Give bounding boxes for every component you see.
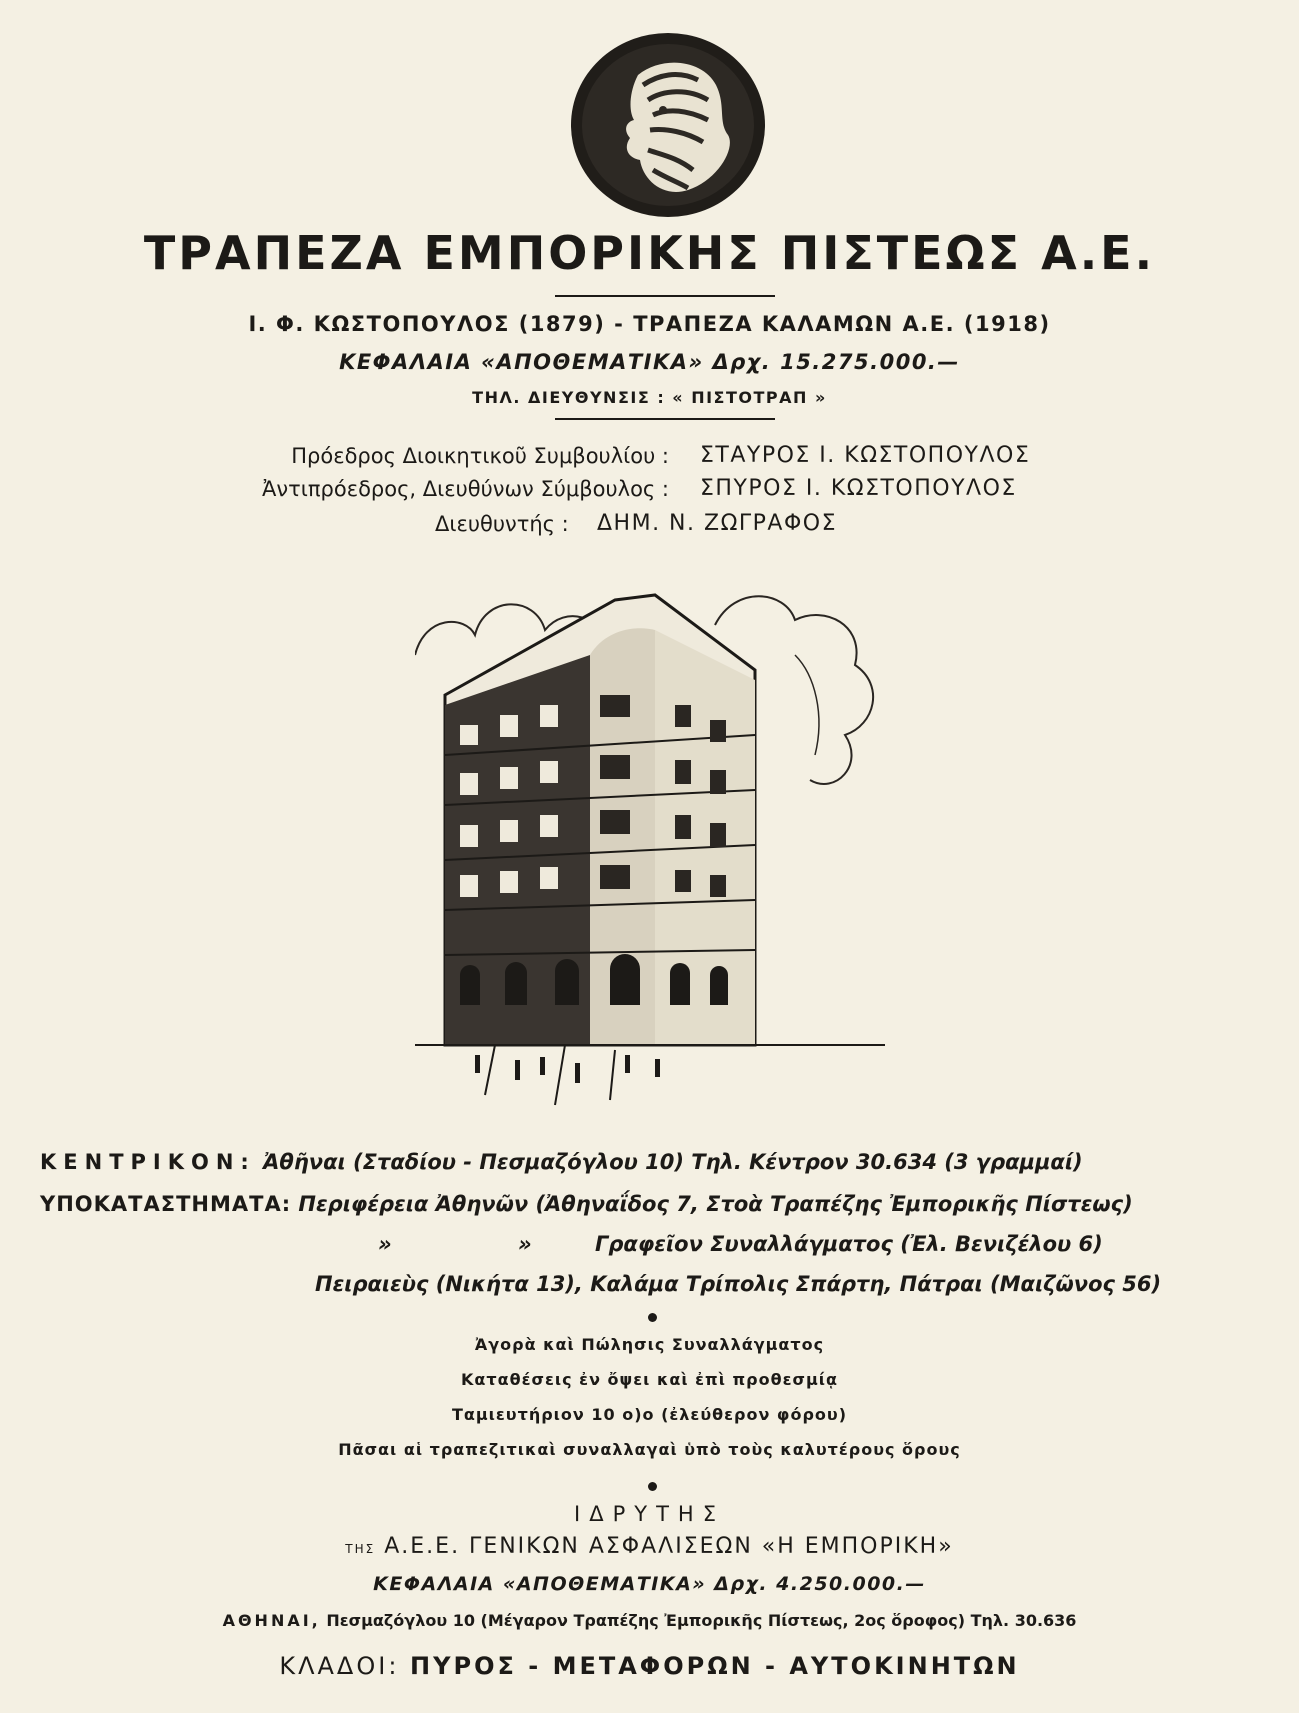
bank-capital: ΚΕΦΑΛΑΙΑ «ΑΠΟΘΕΜΑΤΙΚΑ» Δρχ. 15.275.000.— <box>339 350 960 374</box>
director-role: Πρόεδρος Διοικητικοῦ Συμβουλίου : <box>291 444 669 468</box>
address-label: ΑΘΗΝΑΙ, <box>222 1611 321 1630</box>
insurance-company <box>0 1534 1299 1559</box>
director-role: Ἀντιπρόεδρος, Διευθύνων Σύμβουλος : <box>262 477 669 501</box>
director-name: ΣΤΑΥΡΟΣ Ι. ΚΩΣΤΟΠΟΥΛΟΣ <box>700 443 1031 468</box>
branch-exchange-office: Γραφεῖον Συναλλάγματος (Ἐλ. Βενιζέλου 6) <box>595 1232 1103 1256</box>
company-prefix: ΤΗΣ <box>345 1542 376 1556</box>
divider <box>555 418 775 420</box>
service-item: Ταμιευτήριον 10 ο)ο (ἐλεύθερον φόρου) <box>451 1405 847 1424</box>
service-item: Πᾶσαι αἱ τραπεζιτικαὶ συναλλαγαὶ ὑπὸ τοὺς καλυτέρους ὅρους <box>338 1440 961 1459</box>
bank-building-illustration <box>415 575 885 1115</box>
director-role: Διευθυντής : <box>435 512 569 536</box>
director-name: ΣΠΥΡΟΣ Ι. ΚΩΣΤΟΠΟΥΛΟΣ <box>700 476 1017 501</box>
director-name: ΔΗΜ. Ν. ΖΩΓΡΑΦΟΣ <box>597 511 837 536</box>
ditto-mark: » <box>518 1232 532 1256</box>
insurance-address: Πεσμαζόγλου 10 (Μέγαρον Τραπέζης Ἐμπορικῆς Πίστεως, 2ος ὅροφος) Τηλ. 30.636 <box>326 1611 1077 1630</box>
divider <box>555 295 775 297</box>
telegraph-address: ΤΗΛ. ΔΙΕΥΘΥΝΣΙΣ : « ΠΙΣΤΟΤΡΑΠ » <box>472 388 827 407</box>
insurance-branches: ΠΥΡΟΣ - ΜΕΤΑΦΟΡΩΝ - ΑΥΤΟΚΙΝΗΤΩΝ <box>410 1652 1020 1680</box>
bullet-dot <box>648 1482 657 1491</box>
insurance-capital: ΚΕΦΑΛΑΙΑ «ΑΠΟΘΕΜΑΤΙΚΑ» Δρχ. 4.250.000.— <box>373 1573 926 1595</box>
insurance-address-line <box>0 1611 1299 1630</box>
branches-label: ΥΠΟΚΑΤΑΣΤΗΜΑΤΑ: <box>40 1192 292 1216</box>
company-name: Α.Ε.Ε. ΓΕΝΙΚΩΝ ΑΣΦΑΛΙΣΕΩΝ «Η ΕΜΠΟΡΙΚΗ» <box>384 1534 954 1559</box>
bullet-dot <box>648 1313 657 1322</box>
branches-line <box>40 1192 1133 1216</box>
central-office-line <box>40 1150 1083 1174</box>
service-item: Καταθέσεις ἐν ὄψει καὶ ἐπὶ προθεσμίᾳ <box>461 1370 838 1389</box>
bank-history: Ι. Φ. ΚΩΣΤΟΠΟΥΛΟΣ (1879) - ΤΡΑΠΕΖΑ ΚΑΛΑΜΩΝ Α.Ε. (1918) <box>248 312 1051 336</box>
central-address: Ἀθῆναι (Σταδίου - Πεσμαζόγλου 10) Τηλ. Κέντρον 30.634 (3 γραμμαί) <box>263 1150 1083 1174</box>
coin-portrait-icon <box>568 30 768 220</box>
insurance-branches-line <box>0 1652 1299 1680</box>
bank-title: ΤΡΑΠΕΖΑ ΕΜΠΟΡΙΚΗΣ ΠΙΣΤΕΩΣ Α.Ε. <box>143 226 1156 280</box>
central-label: ΚΕΝΤΡΙΚΟΝ: <box>40 1150 256 1174</box>
founder-heading: ΙΔΡΥΤΗΣ <box>574 1502 725 1526</box>
service-item: Ἀγορὰ καὶ Πώλησις Συναλλάγματος <box>474 1335 825 1354</box>
branch-other-cities: Πειραιεὺς (Νικήτα 13), Καλάμα Τρίπολις Σπάρτη, Πάτραι (Μαιζῶνος 56) <box>315 1272 1162 1296</box>
insurance-branches-label: ΚΛΑΔΟΙ: <box>279 1652 400 1680</box>
ditto-mark: » <box>378 1232 392 1256</box>
branch-athens: Περιφέρεια Ἀθηνῶν (Ἀθηναΐδος 7, Στοὰ Τραπέζης Ἐμπορικῆς Πίστεως) <box>298 1192 1133 1216</box>
